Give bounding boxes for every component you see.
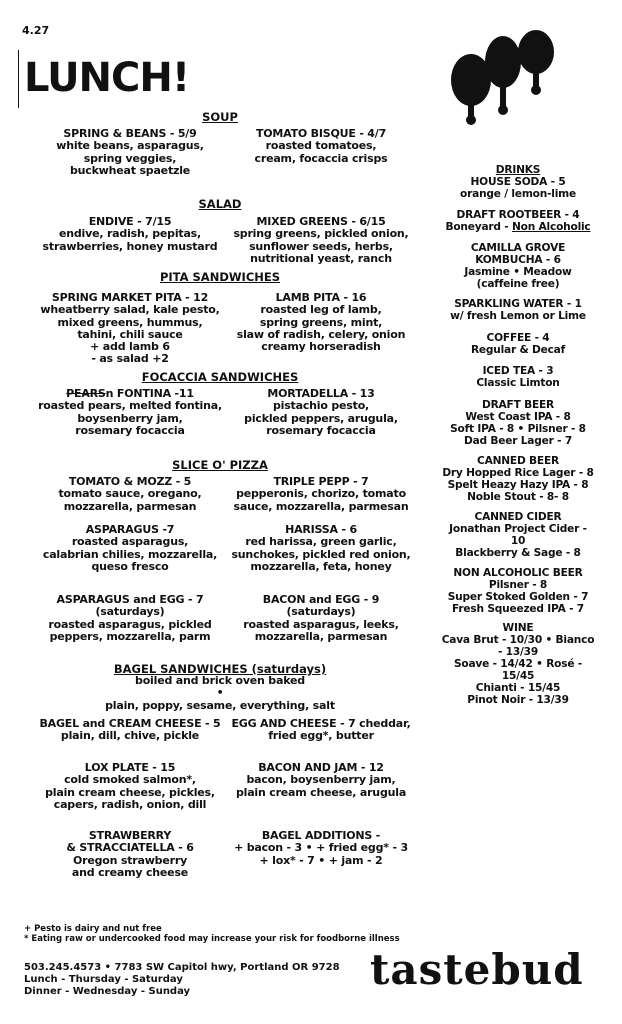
drink-price: - 1 bbox=[563, 298, 582, 310]
item-desc: roasted tomatoes, cream, focaccia crisps bbox=[254, 139, 388, 165]
non-alcoholic-beer-header: NON ALCOHOLIC BEER bbox=[453, 567, 583, 579]
item-price: - 7 bbox=[349, 475, 369, 488]
menu-item bbox=[230, 292, 412, 353]
item-price: -11 bbox=[170, 387, 194, 400]
item-desc: Oregon strawberry and creamy cheese bbox=[71, 853, 189, 879]
item-name: BAGEL and CREAM CHEESE bbox=[39, 717, 202, 730]
drink-kombucha bbox=[428, 242, 608, 290]
menu-item bbox=[30, 128, 230, 177]
drink-name: COFFEE bbox=[486, 332, 532, 344]
soup-header: SOUP bbox=[202, 110, 238, 124]
item-price: - 6 bbox=[337, 523, 357, 536]
pita-header: PITA SANDWICHES bbox=[159, 270, 281, 284]
menu-item bbox=[30, 292, 230, 366]
item-desc: tomato sauce, oregano, mozzarella, parmesan bbox=[58, 487, 202, 513]
title-rule bbox=[18, 50, 19, 108]
item-desc: + bacon - 3 • + fried egg* - 3 + lox* - 7 • + jam - 2 bbox=[234, 841, 408, 867]
item-desc: (saturdays) roasted asparagus, pickled peppers, mozzarella, parm bbox=[48, 605, 212, 643]
item-price: - 6/15 bbox=[347, 215, 386, 228]
drink-name: SPARKLING WATER bbox=[454, 298, 564, 310]
menu-item bbox=[230, 476, 412, 513]
item-price: - 5/9 bbox=[166, 127, 197, 140]
pizza-peel-logo-icon bbox=[448, 28, 558, 138]
wine-header: WINE bbox=[502, 622, 534, 634]
menu-item bbox=[30, 388, 230, 437]
item-desc: wheatberry salad, kale pesto, mixed greens, hummus, tahini, chili sauce + add lamb 6 - as salad +2 bbox=[40, 303, 220, 366]
item-desc: pepperonis, chorizo, tomato sauce, mozzarella, parmesan bbox=[233, 487, 409, 513]
item-name-struck: PEARS bbox=[66, 387, 106, 400]
item-desc: bacon, boysenberry jam, plain cream cheese, arugula bbox=[235, 773, 407, 799]
menu-item bbox=[230, 524, 412, 573]
drink-price: - 5 bbox=[547, 176, 566, 188]
menu-item bbox=[230, 594, 412, 643]
phone-address: 503.245.4573 • 7783 SW Capitol hwy, Portland OR 9728 bbox=[24, 962, 340, 973]
pizza-header: SLICE O' PIZZA bbox=[172, 458, 268, 472]
menu-item bbox=[30, 524, 230, 573]
bagel-sub-text: boiled and brick oven baked • plain, poppy, sesame, everything, salt bbox=[105, 674, 335, 712]
item-name: n FONTINA bbox=[105, 387, 171, 400]
item-price: - 13 bbox=[348, 387, 375, 400]
item-price: - 7 bbox=[184, 593, 204, 606]
item-name: LOX PLATE bbox=[84, 761, 149, 774]
drink-name: CAMILLA GROVE KOMBUCHA bbox=[470, 242, 566, 266]
item-price: - 16 bbox=[339, 291, 367, 304]
item-name: BACON and EGG bbox=[262, 593, 361, 606]
item-price: - 5 bbox=[172, 475, 192, 488]
menu-item bbox=[230, 762, 412, 799]
drink-desc: orange / lemon-lime bbox=[460, 188, 576, 200]
focaccia-header: FOCACCIA SANDWICHES bbox=[141, 370, 299, 384]
item-desc: pistachio pesto, pickled peppers, arugula, rosemary focaccia bbox=[244, 399, 398, 437]
menu-item bbox=[230, 216, 412, 265]
item-name: ASPARAGUS bbox=[85, 523, 159, 536]
drink-coffee bbox=[428, 332, 608, 356]
item-price: - 7 cheddar, bbox=[336, 717, 411, 730]
menu-item bbox=[230, 388, 412, 437]
item-name: TOMATO BISQUE bbox=[255, 127, 356, 140]
item-name: HARISSA bbox=[285, 523, 338, 536]
drink-iced-tea bbox=[428, 365, 608, 389]
non-alcoholic-beer-section bbox=[428, 567, 608, 615]
item-price: - bbox=[372, 829, 381, 842]
drink-rootbeer bbox=[428, 209, 608, 233]
item-desc: white beans, asparagus, spring veggies, buckwheat spaetzle bbox=[56, 139, 204, 177]
item-desc: roasted pears, melted fontina, boysenberry jam, rosemary focaccia bbox=[38, 399, 222, 437]
item-price: -7 bbox=[158, 523, 175, 536]
item-name: STRAWBERRY & STRACCIATELLA bbox=[66, 829, 175, 855]
salad-header: SALAD bbox=[198, 197, 242, 211]
wine-list: Cava Brut - 10/30 • Bianco - 13/39 Soave - 14/42 • Rosé - 15/45 Chianti - 15/45 Pinot Noir - 13/39 bbox=[441, 634, 595, 706]
brand-logo: tastebud bbox=[370, 945, 584, 994]
drink-name: DRAFT ROOTBEER bbox=[456, 209, 562, 221]
drink-price: - 3 bbox=[535, 365, 554, 377]
menu-item bbox=[30, 594, 230, 643]
drink-house-soda bbox=[428, 176, 608, 200]
pesto-note: + Pesto is dairy and nut free bbox=[24, 924, 162, 934]
drink-name: ICED TEA bbox=[482, 365, 536, 377]
menu-date: 4.27 bbox=[22, 24, 50, 37]
bagel-header: BAGEL SANDWICHES (saturdays) bbox=[113, 662, 327, 676]
item-name: EGG AND CHEESE bbox=[231, 717, 337, 730]
item-name: TRIPLE PEPP bbox=[273, 475, 350, 488]
menu-item bbox=[230, 128, 412, 165]
drink-sparkling bbox=[428, 298, 608, 322]
raw-food-note: * Eating raw or undercooked food may increase your risk for foodborne illness bbox=[24, 934, 400, 944]
item-name: SPRING MARKET PITA bbox=[51, 291, 182, 304]
canned-cider-header: CANNED CIDER bbox=[474, 511, 562, 523]
item-name: MORTADELLA bbox=[267, 387, 349, 400]
canned-cider-section bbox=[428, 511, 608, 559]
menu-item bbox=[30, 718, 230, 743]
item-price: - 15 bbox=[148, 761, 176, 774]
menu-item bbox=[230, 718, 412, 743]
item-desc: spring greens, pickled onion, sunflower seeds, herbs, nutritional yeast, ranch bbox=[233, 227, 409, 265]
item-price: - 7/15 bbox=[133, 215, 172, 228]
item-desc: cold smoked salmon*, plain cream cheese, pickles, capers, radish, onion, dill bbox=[45, 773, 215, 811]
item-desc: fried egg*, butter bbox=[268, 729, 374, 743]
canned-cider-list: Jonathan Project Cider - 10 Blackberry & Sage - 8 bbox=[449, 523, 587, 559]
draft-beer-list: West Coast IPA - 8 Soft IPA - 8 • Pilsner - 8 Dad Beer Lager - 7 bbox=[450, 411, 586, 447]
drink-desc: Regular & Decaf bbox=[470, 344, 566, 356]
menu-item bbox=[30, 762, 230, 811]
item-name: TOMATO & MOZZ bbox=[68, 475, 173, 488]
item-desc: endive, radish, pepitas, strawberries, honey mustard bbox=[42, 227, 218, 253]
item-name: ENDIVE bbox=[88, 215, 134, 228]
drink-desc: w/ fresh Lemon or Lime bbox=[450, 310, 586, 322]
drink-desc: Jasmine • Meadow (caffeine free) bbox=[464, 266, 572, 290]
item-name: SPRING & BEANS bbox=[63, 127, 167, 140]
non-alcoholic-beer-list: Pilsner - 8 Super Stoked Golden - 7 Fresh Squeezed IPA - 7 bbox=[447, 579, 589, 615]
item-price: - 4/7 bbox=[355, 127, 387, 140]
menu-item bbox=[30, 476, 230, 513]
drink-price: - 6 bbox=[542, 254, 561, 266]
drink-desc: Classic Limton bbox=[476, 377, 560, 389]
item-desc: (saturdays) roasted asparagus, leeks, mozzarella, parmesan bbox=[243, 605, 399, 643]
item-name: MIXED GREENS bbox=[256, 215, 348, 228]
item-price: - 5 bbox=[201, 717, 221, 730]
dinner-hours: Dinner - Wednesday - Sunday bbox=[24, 986, 191, 997]
drinks-header: DRINKS bbox=[495, 164, 541, 176]
item-price: - 9 bbox=[360, 593, 380, 606]
menu-item bbox=[30, 216, 230, 253]
drink-desc-note: Non Alcoholic bbox=[511, 221, 591, 233]
drinks-section bbox=[428, 164, 608, 200]
item-price: - 12 bbox=[357, 761, 384, 774]
drink-price: - 4 bbox=[531, 332, 550, 344]
drink-desc: Boneyard - bbox=[445, 221, 512, 233]
item-price: - 12 bbox=[181, 291, 209, 304]
item-price: - 6 bbox=[174, 841, 194, 855]
item-name: BAGEL ADDITIONS bbox=[261, 829, 373, 842]
canned-beer-section bbox=[428, 455, 608, 503]
drink-price: - 4 bbox=[561, 209, 580, 221]
page-title: LUNCH! bbox=[24, 55, 190, 101]
draft-beer-header: DRAFT BEER bbox=[481, 399, 554, 411]
draft-beer-section bbox=[428, 399, 608, 447]
canned-beer-list: Dry Hopped Rice Lager - 8 Spelt Heazy Hazy IPA - 8 Noble Stout - 8- 8 bbox=[442, 467, 594, 503]
item-name: ASPARAGUS and EGG bbox=[56, 593, 185, 606]
canned-beer-header: CANNED BEER bbox=[477, 455, 559, 467]
item-desc: roasted asparagus, calabrian chilies, mozzarella, queso fresco bbox=[42, 535, 218, 573]
item-desc: plain, dill, chive, pickle bbox=[60, 729, 200, 743]
item-name: BACON AND JAM bbox=[258, 761, 358, 774]
bagel-subheading bbox=[90, 675, 350, 712]
footnotes bbox=[24, 924, 400, 944]
item-desc: roasted leg of lamb, spring greens, mint, slaw of radish, celery, onion creamy horseradish bbox=[236, 303, 406, 354]
drink-name: HOUSE SODA bbox=[470, 176, 548, 188]
menu-item bbox=[30, 830, 230, 879]
menu-item bbox=[230, 830, 412, 867]
item-name: LAMB PITA bbox=[275, 291, 340, 304]
contact-info bbox=[24, 962, 340, 998]
item-desc: red harissa, green garlic, sunchokes, pickled red onion, mozzarella, feta, honey bbox=[231, 535, 411, 573]
wine-section bbox=[428, 622, 608, 706]
lunch-hours: Lunch - Thursday - Saturday bbox=[24, 974, 183, 985]
